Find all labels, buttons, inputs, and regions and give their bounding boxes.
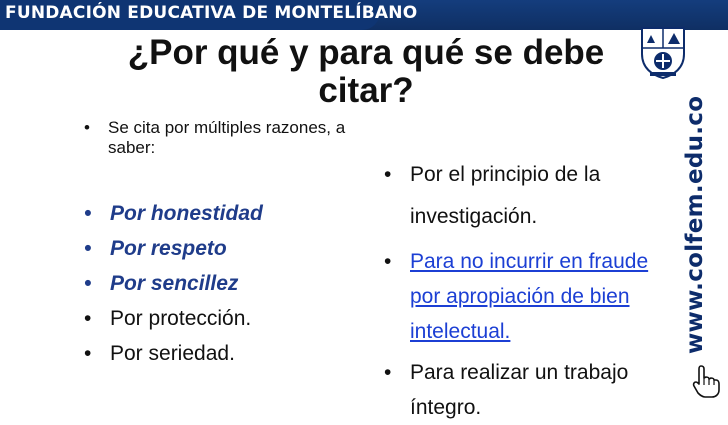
purposes-list bbox=[384, 154, 684, 425]
school-crest-icon bbox=[638, 24, 688, 80]
header-banner bbox=[0, 0, 418, 30]
reason-seriousness: Por seriedad. bbox=[110, 342, 235, 365]
bullet: • bbox=[384, 250, 392, 273]
bullet: • bbox=[84, 307, 92, 330]
list-item bbox=[84, 266, 394, 301]
list-item bbox=[84, 196, 394, 231]
hand-pointer-icon bbox=[692, 364, 720, 398]
reason-honesty: Por honestidad bbox=[110, 202, 263, 225]
bullet: • bbox=[84, 202, 92, 225]
list-item bbox=[384, 154, 684, 238]
website-text[interactable]: www.colfem.edu.co bbox=[682, 95, 708, 354]
website-label[interactable] bbox=[682, 95, 708, 354]
institution-name: FUNDACIÓN EDUCATIVA DE MONTELÍBANO bbox=[5, 3, 418, 23]
list-item bbox=[84, 336, 394, 371]
reasons-list bbox=[84, 118, 394, 371]
purpose-research: Por el principio de la investigación. bbox=[410, 163, 601, 228]
list-item bbox=[84, 301, 394, 336]
purpose-fraud-link[interactable]: Para no incurrir en fraude por apropiación de bien intelectual. bbox=[410, 250, 649, 343]
bullet: • bbox=[384, 163, 392, 186]
bullet: • bbox=[84, 272, 92, 295]
list-item bbox=[384, 244, 684, 349]
bullet: • bbox=[84, 342, 92, 365]
reason-protection: Por protección. bbox=[110, 307, 252, 330]
slide-title: ¿Por qué y para qué se debe citar? bbox=[127, 33, 605, 110]
bullet: • bbox=[84, 237, 92, 260]
bullet: • bbox=[84, 118, 90, 137]
reason-respect: Por respeto bbox=[110, 237, 227, 260]
list-item bbox=[84, 231, 394, 266]
purpose-integrity: Para realizar un trabajo íntegro. bbox=[410, 361, 629, 419]
bullet: • bbox=[384, 361, 392, 384]
intro-item bbox=[84, 118, 394, 158]
intro-text: Se cita por múltiples razones, a saber: bbox=[108, 118, 346, 157]
reason-simplicity: Por sencillez bbox=[110, 272, 239, 295]
list-item bbox=[384, 355, 684, 425]
